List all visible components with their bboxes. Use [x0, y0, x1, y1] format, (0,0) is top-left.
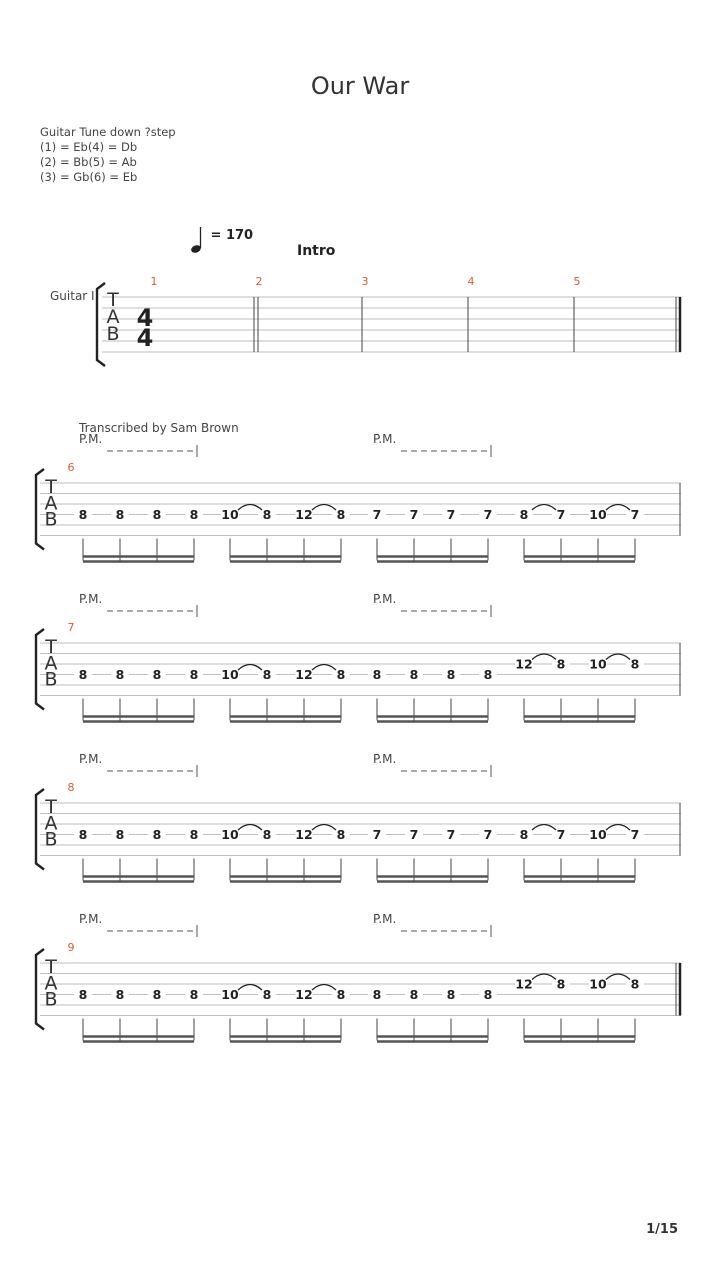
tuning-row: (1) = Eb(4) = Db	[40, 140, 138, 154]
fret-number: 8	[152, 667, 162, 682]
measure-number: 3	[361, 275, 369, 288]
fret-number: 12	[515, 656, 533, 672]
tab-clef-letter: B	[44, 988, 58, 1011]
fret-number: 10	[221, 507, 239, 522]
time-signature-bottom: 4	[136, 324, 154, 352]
fret-number: 8	[262, 827, 272, 842]
fret-number: 7	[483, 827, 493, 842]
tab-clef-letter: T	[107, 288, 119, 311]
fret-number: 7	[556, 827, 566, 842]
fret-number: 7	[446, 827, 456, 842]
fret-number: 8	[446, 667, 456, 682]
fret-number: 8	[630, 976, 640, 992]
fret-number: 8	[115, 827, 125, 842]
fret-number: 8	[519, 827, 529, 842]
palm-mute-label: P.M.	[373, 592, 397, 606]
fret-number: 8	[336, 667, 346, 682]
fret-number: 7	[630, 507, 640, 522]
fret-number: 8	[372, 987, 382, 1002]
fret-number: 12	[515, 976, 533, 992]
fret-number: 7	[556, 507, 566, 522]
system-bracket	[36, 789, 44, 870]
section-label: Intro	[297, 243, 336, 259]
fret-number: 7	[409, 507, 419, 522]
palm-mute-label: P.M.	[373, 432, 397, 446]
instrument-name: Guitar I	[50, 289, 95, 303]
measure-number: 5	[573, 275, 581, 288]
tuning-heading: Guitar Tune down ?step	[40, 125, 176, 139]
fret-number: 7	[630, 827, 640, 842]
tab-clef-letter: A	[44, 492, 58, 515]
fret-number: 8	[483, 667, 493, 682]
tab-clef-letter: T	[45, 636, 57, 659]
page-number: 1/15	[646, 1222, 678, 1237]
fret-number: 8	[78, 987, 88, 1002]
fret-number: 8	[189, 507, 199, 522]
fret-number: 8	[189, 667, 199, 682]
fret-number: 8	[115, 507, 125, 522]
tuning-row: (2) = Bb(5) = Ab	[40, 155, 137, 169]
fret-number: 8	[152, 987, 162, 1002]
system-bracket	[36, 629, 44, 710]
fret-number: 8	[78, 667, 88, 682]
fret-number: 10	[221, 827, 239, 842]
tab-clef-letter: B	[44, 828, 58, 851]
system-bracket	[36, 469, 44, 550]
fret-number: 8	[78, 507, 88, 522]
tab-clef-letter: A	[106, 305, 120, 328]
palm-mute-label: P.M.	[79, 432, 103, 446]
fret-number: 7	[372, 827, 382, 842]
fret-number: 12	[295, 667, 313, 682]
fret-number: 8	[372, 667, 382, 682]
time-signature-top: 4	[136, 304, 154, 332]
fret-number: 8	[519, 507, 529, 522]
tab-clef-letter: T	[45, 476, 57, 499]
fret-number: 7	[483, 507, 493, 522]
fret-number: 8	[483, 987, 493, 1002]
measure-number: 1	[150, 275, 158, 288]
palm-mute-label: P.M.	[79, 752, 103, 766]
system-bracket	[97, 283, 105, 366]
song-title: Our War	[310, 72, 410, 100]
fret-number: 12	[295, 827, 313, 842]
fret-number: 8	[630, 656, 640, 672]
tab-clef-letter: T	[45, 796, 57, 819]
fret-number: 8	[556, 976, 566, 992]
palm-mute-label: P.M.	[79, 592, 103, 606]
fret-number: 8	[262, 507, 272, 522]
fret-number: 8	[115, 987, 125, 1002]
measure-number: 8	[67, 781, 75, 794]
fret-number: 12	[295, 987, 313, 1002]
tab-clef-letter: T	[45, 956, 57, 979]
measure-number: 7	[67, 621, 75, 634]
system-bracket	[36, 949, 44, 1030]
palm-mute-label: P.M.	[373, 752, 397, 766]
fret-number: 10	[589, 656, 607, 672]
fret-number: 10	[221, 667, 239, 682]
fret-number: 8	[446, 987, 456, 1002]
tab-clef-letter: A	[44, 812, 58, 835]
measure-number: 2	[255, 275, 263, 288]
palm-mute-label: P.M.	[79, 912, 103, 926]
tab-clef-letter: B	[106, 322, 120, 345]
fret-number: 8	[336, 987, 346, 1002]
fret-number: 8	[336, 827, 346, 842]
fret-number: 10	[221, 987, 239, 1002]
fret-number: 7	[372, 507, 382, 522]
fret-number: 10	[589, 827, 607, 842]
palm-mute-label: P.M.	[373, 912, 397, 926]
fret-number: 8	[152, 507, 162, 522]
tab-clef-letter: A	[44, 652, 58, 675]
fret-number: 12	[295, 507, 313, 522]
tab-clef-letter: B	[44, 508, 58, 531]
fret-number: 8	[152, 827, 162, 842]
fret-number: 7	[409, 827, 419, 842]
fret-number: 10	[589, 976, 607, 992]
fret-number: 8	[189, 827, 199, 842]
fret-number: 10	[589, 507, 607, 522]
tuning-row: (3) = Gb(6) = Eb	[40, 170, 138, 184]
fret-number: 8	[336, 507, 346, 522]
measure-number: 6	[67, 461, 75, 474]
fret-number: 8	[409, 667, 419, 682]
tempo-value: = 170	[210, 228, 254, 243]
fret-number: 7	[446, 507, 456, 522]
fret-number: 8	[262, 667, 272, 682]
tab-clef-letter: A	[44, 972, 58, 995]
tab-clef-letter: B	[44, 668, 58, 691]
transcription-credit: Transcribed by Sam Brown	[79, 421, 239, 435]
fret-number: 8	[189, 987, 199, 1002]
fret-number: 8	[409, 987, 419, 1002]
fret-number: 8	[556, 656, 566, 672]
fret-number: 8	[115, 667, 125, 682]
fret-number: 8	[78, 827, 88, 842]
fret-number: 8	[262, 987, 272, 1002]
measure-number: 4	[467, 275, 475, 288]
measure-number: 9	[67, 941, 75, 954]
